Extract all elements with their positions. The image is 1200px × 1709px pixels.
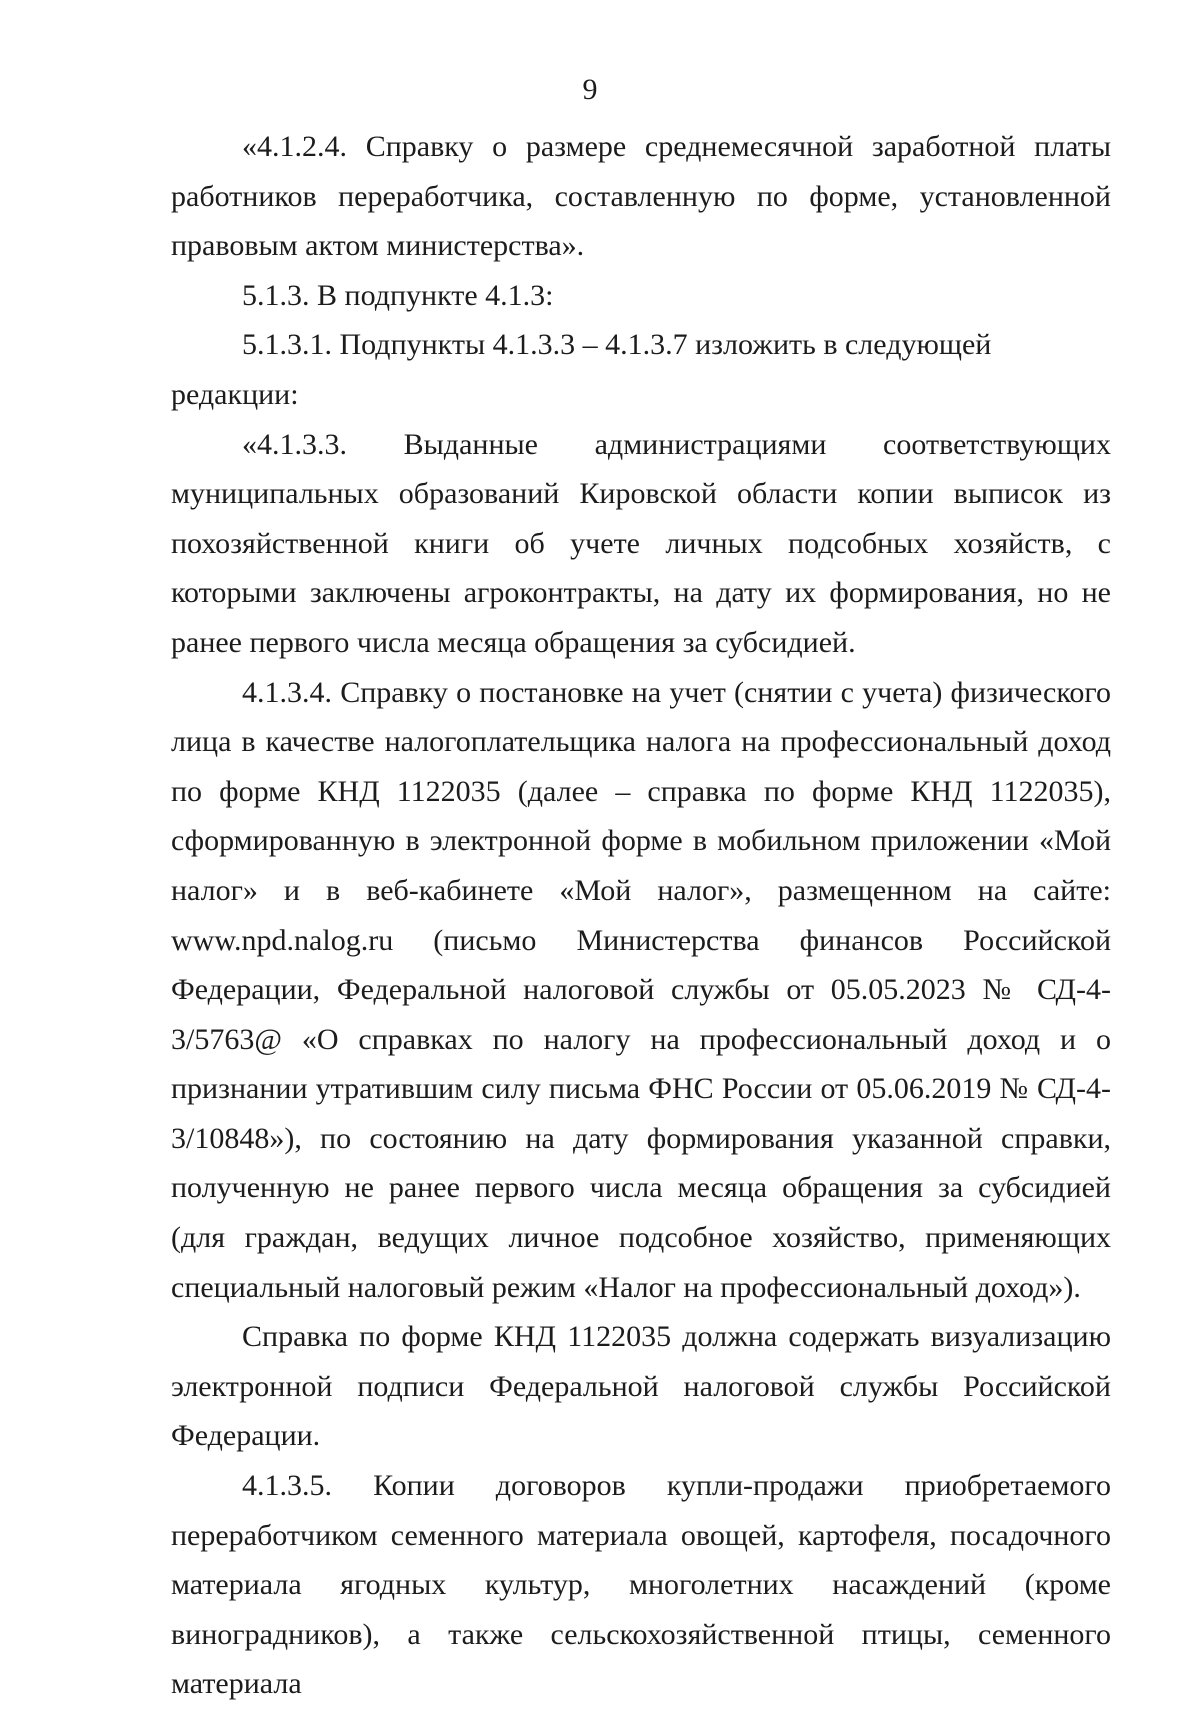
paragraph-4-1-3-4: 4.1.3.4. Справку о постановке на учет (снятии с учета) физического лица в качестве налогоплательщика налога на профессиональный доход по форме КНД 1122035 (далее – справка по форме КНД 1122035), сформированную в электронной форме в мобильном приложении «Мой налог» и в веб-кабинете «Мой налог», размещенном на сайте: www.npd.nalog.ru (письмо Министерства финансов Российской Федерации, Федеральной налоговой службы от 05.05.2023 № СД-4-3/5763@ «О справках по налогу на профессиональный доход и о признании утратившим силу письма ФНС России от 05.06.2019 № СД-4-3/10848»), по состоянию на дату формирования указанной справки, полученную не ранее первого числа месяца обращения за субсидией (для граждан, ведущих личное подсобное хозяйство, применяющих специальный налоговый режим «Налог на профессиональный доход»). <box>171 675 1111 1304</box>
paragraph-4-1-2-4: «4.1.2.4. Справку о размере среднемесячной заработной платы работников переработчика, составленную по форме, установленной правовым актом министерства». <box>171 130 1111 263</box>
document-body <box>171 122 1111 1709</box>
paragraph-4-1-3-3: «4.1.3.3. Выданные администрациями соответствующих муниципальных образований Кировской области копии выписок из похозяйственной книги об учете личных подсобных хозяйств, с которыми заключены агроконтракты, на дату их формирования, но не ранее первого числа месяца обращения за субсидией. <box>171 427 1111 659</box>
page-number: 9 <box>582 73 598 106</box>
paragraph-knd-signature: Справка по форме КНД 1122035 должна содержать визуализацию электронной подписи Федеральной налоговой службы Российской Федерации. <box>171 1320 1111 1453</box>
paragraph-5-1-3: 5.1.3. В подпункте 4.1.3: <box>242 278 554 312</box>
paragraph-5-1-3-1: 5.1.3.1. Подпункты 4.1.3.3 – 4.1.3.7 изложить в следующей редакции: <box>171 328 992 411</box>
paragraph-4-1-3-5: 4.1.3.5. Копии договоров купли-продажи приобретаемого переработчиком семенного материала овощей, картофеля, посадочного материала ягодных культур, многолетних насаждений (кроме виноградников), а также сельскохозяйственной птицы, семенного материала <box>171 1469 1111 1701</box>
